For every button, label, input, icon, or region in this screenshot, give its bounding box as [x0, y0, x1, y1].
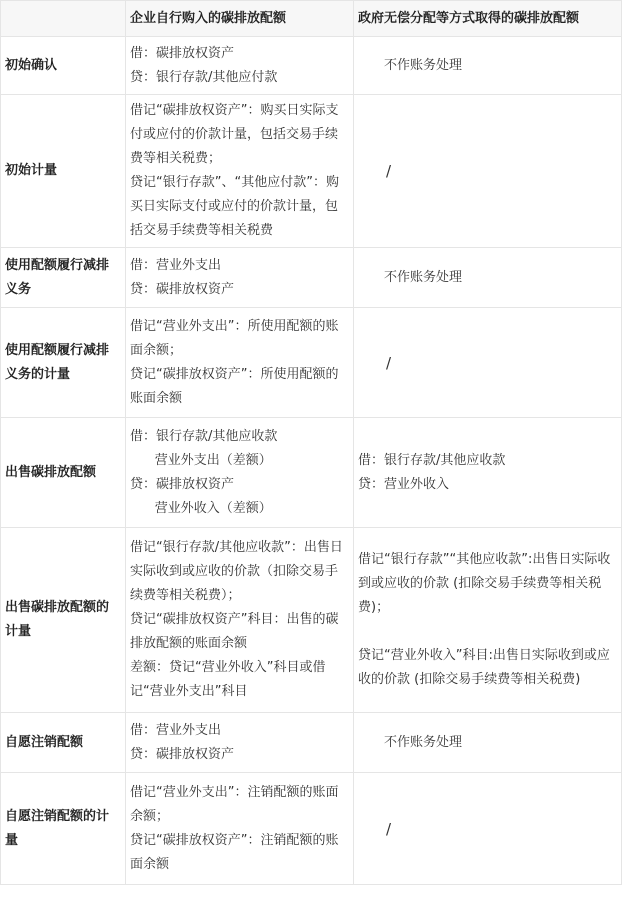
row-label: 出售碳排放配额的计量: [1, 528, 126, 713]
header-row: [1, 1, 622, 37]
table-row: [1, 773, 622, 885]
cell-government: [354, 773, 622, 885]
cell-text: 借：银行存款/其他应收款: [358, 452, 506, 468]
table-row: [1, 95, 622, 248]
cell-text: 不作账务处理: [384, 269, 463, 285]
header-government: 政府无偿分配等方式取得的碳排放配额: [354, 1, 622, 37]
cell-text: 营业外支出（差额）: [130, 452, 272, 468]
cell-purchased: [126, 528, 354, 713]
row-label: 出售碳排放配额: [1, 418, 126, 528]
cell-text: 贷记“碳排放权资产”：注销配额的账面余额: [130, 832, 339, 872]
cell-purchased: [126, 713, 354, 773]
cell-purchased: [126, 308, 354, 418]
cell-purchased: [126, 37, 354, 95]
cell-government: [354, 713, 622, 773]
cell-text: 贷：碳排放权资产: [130, 746, 235, 762]
row-label: 初始计量: [1, 95, 126, 248]
table-row: [1, 37, 622, 95]
cell-text: 借记“营业外支出”：所使用配额的账面余额；: [130, 318, 339, 358]
row-label: 自愿注销配额: [1, 713, 126, 773]
cell-text: 借：银行存款/其他应收款: [130, 428, 278, 444]
cell-text: 借：碳排放权资产: [130, 45, 235, 61]
cell-text: 贷：银行存款/其他应付款: [130, 69, 278, 85]
table-row: [1, 418, 622, 528]
cell-text: 贷：营业外收入: [358, 476, 450, 492]
cell-text: 营业外收入（差额）: [130, 500, 272, 516]
cell-text: 借记“银行存款/其他应收款”：出售日实际收到或应收的价款（扣除交易手续费等相关税费）；: [130, 540, 343, 603]
cell-government: [354, 308, 622, 418]
row-label: 自愿注销配额的计量: [1, 773, 126, 885]
row-label: 使用配额履行减排义务: [1, 248, 126, 308]
cell-text: 借记“营业外支出”：注销配额的账面余额；: [130, 784, 339, 824]
header-purchased: 企业自行购入的碳排放配额: [126, 1, 354, 37]
cell-government: [354, 418, 622, 528]
row-label: 初始确认: [1, 37, 126, 95]
cell-text: 贷记“碳排放权资产”：所使用配额的账面余额: [130, 366, 339, 406]
cell-text: 借记“银行存款”“其他应收款”:出售日实际收到或应收的价款 (扣除交易手续费等相关税费)；: [358, 552, 611, 615]
cell-government: [354, 37, 622, 95]
header-empty: [1, 1, 126, 37]
table-row: [1, 528, 622, 713]
table-row: [1, 308, 622, 418]
cell-purchased: [126, 95, 354, 248]
cell-text: 贷记“银行存款”、“其他应付款”：购买日实际支付或应付的价款计量，包括交易手续费等相关税费: [130, 175, 339, 238]
cell-text: 差额：贷记“营业外收入”科目或借记“营业外支出”科目: [130, 660, 326, 699]
cell-text: /: [386, 162, 392, 180]
row-label: 使用配额履行减排义务的计量: [1, 308, 126, 418]
cell-text: [358, 620, 617, 644]
cell-text: 借记“碳排放权资产”：购买日实际支付或应付的价款计量，包括交易手续费等相关税费；: [130, 103, 339, 166]
cell-text: 不作账务处理: [384, 734, 463, 750]
cell-text: 贷记“营业外收入”科目:出售日实际收到或应收的价款 (扣除交易手续费等相关税费): [358, 648, 610, 687]
cell-text: 借：营业外支出: [130, 257, 222, 273]
cell-text: 借：营业外支出: [130, 722, 222, 738]
cell-text: 不作账务处理: [384, 57, 463, 73]
cell-government: [354, 528, 622, 713]
cell-text: /: [386, 353, 392, 372]
cell-text: 贷记“碳排放权资产”科目：出售的碳排放配额的账面余额: [130, 612, 339, 651]
cell-text: 贷：碳排放权资产: [130, 281, 235, 297]
cell-government: [354, 95, 622, 248]
cell-text: 贷：碳排放权资产: [130, 476, 235, 492]
cell-purchased: [126, 773, 354, 885]
cell-purchased: [126, 248, 354, 308]
table-row: [1, 713, 622, 773]
cell-text: /: [386, 819, 392, 838]
cell-purchased: [126, 418, 354, 528]
cell-government: [354, 248, 622, 308]
table-row: [1, 248, 622, 308]
